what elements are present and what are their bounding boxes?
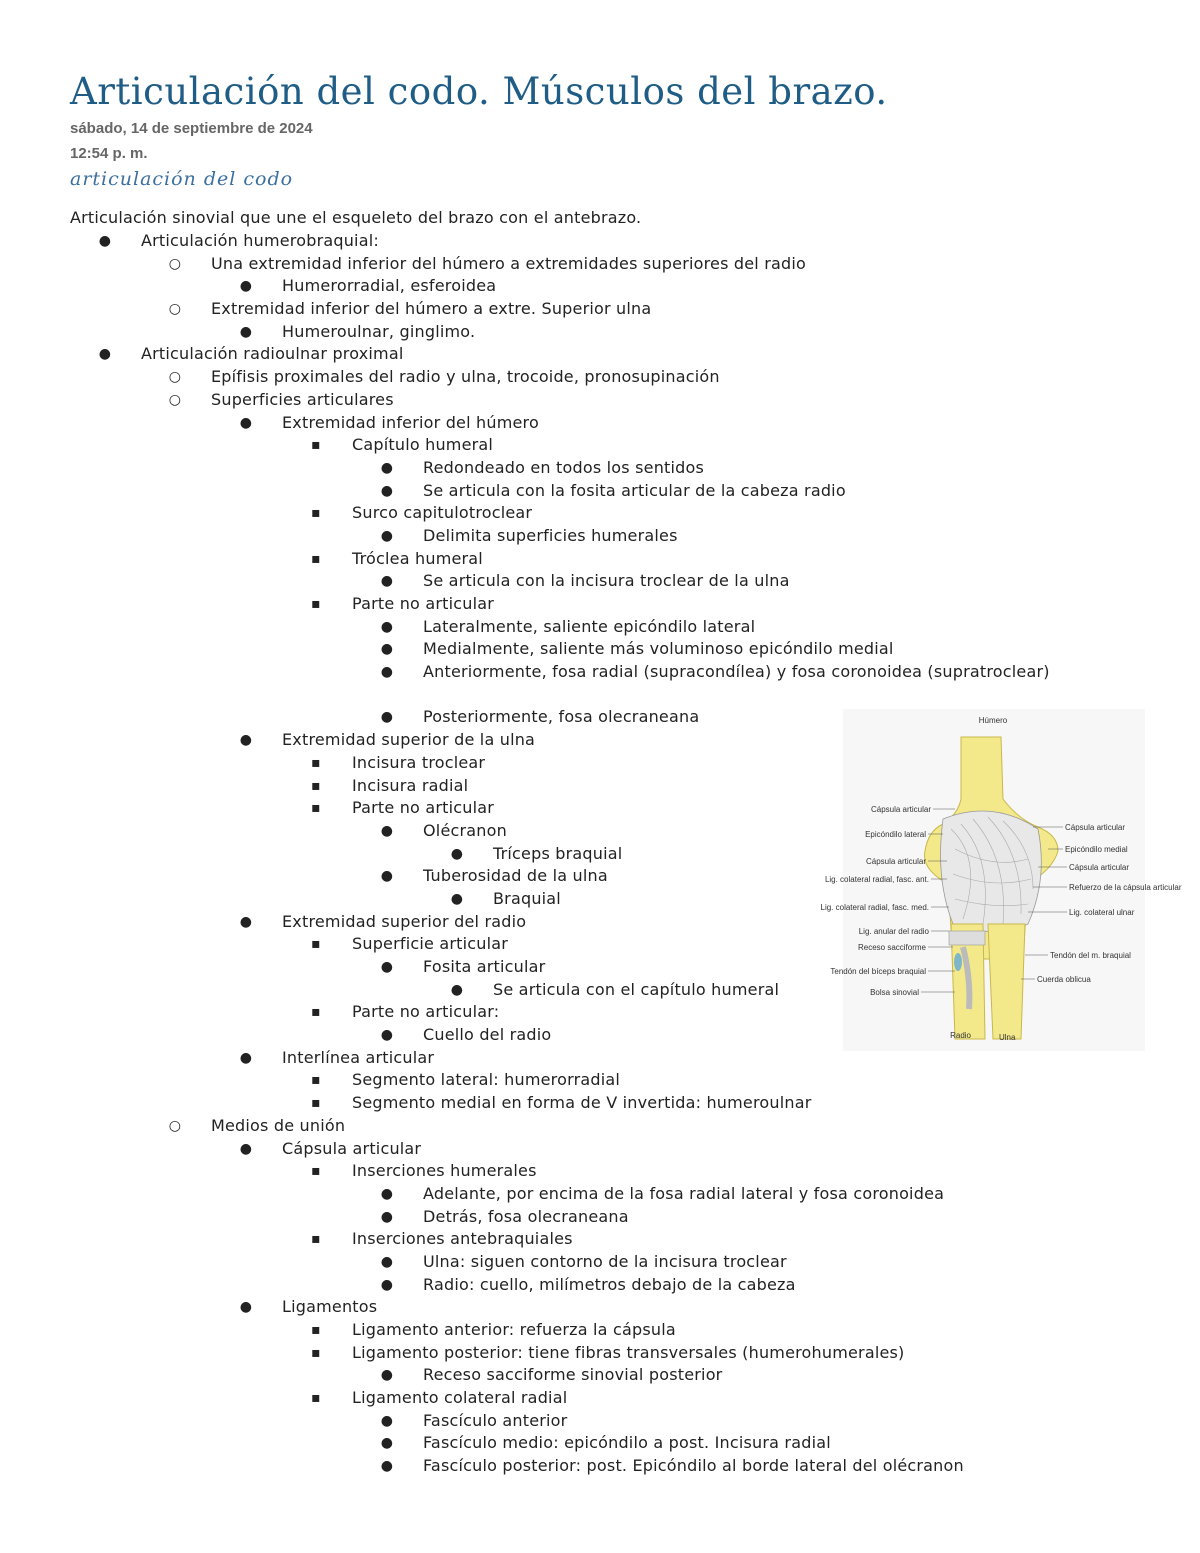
outline-item-text: Se articula con la incisura troclear de la ulna — [423, 571, 790, 591]
outline-item-text: Articulación humerobraquial: — [141, 231, 379, 250]
bullet-disc: ● — [239, 278, 253, 295]
bullet-disc: ● — [380, 1458, 394, 1475]
outline-item-text: Medialmente, saliente más voluminoso epicóndilo medial — [423, 639, 894, 659]
outline-item — [0, 1115, 1200, 1138]
figure-label-left-3: Cápsula articular — [865, 857, 926, 866]
outline-item — [0, 1432, 1200, 1455]
bullet-disc: ● — [380, 573, 394, 590]
outline-item-text: Segmento medial en forma de V invertida: humeroulnar — [352, 1093, 812, 1113]
bullet-square: ▪ — [311, 1004, 321, 1021]
outline-item-text: Radio: cuello, milímetros debajo de la cabeza — [423, 1274, 796, 1294]
outline-item — [0, 1387, 1200, 1410]
bullet-square: ▪ — [311, 800, 321, 817]
outline-item — [0, 230, 1200, 253]
outline-item-text: Incisura radial — [352, 775, 469, 795]
outline-item-text: Segmento lateral: humerorradial — [352, 1070, 621, 1090]
bullet-disc: ● — [239, 1049, 253, 1066]
outline-item-text: Superficies articulares — [211, 389, 394, 409]
outline-item — [0, 1138, 1200, 1161]
bullet-circle: ○ — [168, 391, 182, 408]
figure-label-right-1: Cápsula articular — [1065, 823, 1126, 832]
outline-item-text: Braquial — [493, 888, 561, 908]
outline-item-text: Interlínea articular — [282, 1047, 435, 1067]
bullet-disc: ● — [450, 890, 464, 907]
outline-item — [0, 1069, 1200, 1092]
outline-item — [0, 412, 1200, 435]
bullet-circle: ○ — [168, 369, 182, 386]
outline-item-text: Epífisis proximales del radio y ulna, trocoide, pronosupinación — [211, 367, 720, 387]
outline-item-text: Adelante, por encima de la fosa radial lateral y fosa coronoidea — [423, 1183, 945, 1203]
figure-label-right-3: Cápsula articular — [1069, 863, 1130, 872]
outline-item-text: Delimita superficies humerales — [423, 525, 678, 545]
bullet-disc: ● — [239, 323, 253, 340]
outline-item — [0, 298, 1200, 321]
bullet-circle: ○ — [168, 301, 182, 318]
bullet-disc: ● — [380, 822, 394, 839]
elbow-illustration — [820, 709, 1182, 1051]
figure-label-right-4: Refuerzo de la cápsula articular — [1069, 883, 1182, 892]
outline-item-text: Inserciones humerales — [352, 1161, 537, 1181]
outline-item-text: Cuello del radio — [423, 1025, 552, 1045]
bullet-disc: ● — [380, 641, 394, 658]
outline-item-text: Anteriormente, fosa radial (supracondílea) y fosa coronoidea (supratroclear) — [423, 662, 1050, 682]
outline-item-text: Ligamentos — [282, 1297, 378, 1317]
outline-item — [0, 1183, 1200, 1206]
outline-item-text: Ligamento colateral radial — [352, 1388, 568, 1408]
outline-item-text: Tríceps braquial — [493, 843, 623, 863]
outline-item-text: Olécranon — [423, 820, 507, 840]
bullet-square: ▪ — [311, 437, 321, 454]
bullet-square: ▪ — [311, 777, 321, 794]
figure-label-ulna: Ulna — [999, 1033, 1016, 1042]
outline-item — [0, 366, 1200, 389]
outline-item-text: Fascículo posterior: post. Epicóndilo al borde lateral del olécranon — [423, 1456, 964, 1476]
outline-item — [0, 1410, 1200, 1433]
figure-label-radio: Radio — [950, 1031, 971, 1040]
outline-item-text: Parte no articular — [352, 594, 494, 613]
figure-label-top: Húmero — [978, 716, 1008, 725]
outline-item — [0, 1342, 1200, 1365]
figure-label-left-6: Lig. anular del radio — [858, 927, 929, 936]
bullet-disc: ● — [380, 1435, 394, 1452]
outline-item — [0, 434, 1200, 457]
outline-item — [0, 661, 1200, 706]
bullet-square: ▪ — [311, 1231, 321, 1248]
outline-item — [0, 1092, 1200, 1115]
bullet-square: ▪ — [311, 1344, 321, 1361]
outline-item — [0, 321, 1200, 344]
bullet-disc: ● — [380, 1276, 394, 1293]
outline-item-text: Humeroulnar, ginglimo. — [282, 321, 476, 341]
outline-item — [0, 253, 1200, 276]
bullet-disc: ● — [239, 732, 253, 749]
outline-item-text: Una extremidad inferior del húmero a extremidades superiores del radio — [211, 253, 806, 273]
outline-item — [0, 343, 1200, 366]
outline-item-text: Receso sacciforme sinovial posterior — [423, 1365, 723, 1385]
outline-item-text: Articulación radioulnar proximal — [141, 344, 404, 364]
bullet-circle: ○ — [168, 1117, 182, 1134]
bullet-disc: ● — [380, 1253, 394, 1270]
figure-label-left-2: Epicóndilo lateral — [865, 830, 926, 839]
outline-item-text: Lateralmente, saliente epicóndilo lateral — [423, 616, 756, 636]
outline-item — [0, 548, 1200, 571]
bullet-disc: ● — [380, 1412, 394, 1429]
figure-label-left-8: Tendón del bíceps braquial — [830, 967, 926, 976]
figure-label-left-4: Lig. colateral radial, fasc. ant. — [824, 875, 929, 884]
bullet-disc: ● — [380, 618, 394, 635]
outline-item-text: Humerorradial, esferoidea — [282, 276, 497, 296]
outline-item-text: Se articula con la fosita articular de la cabeza radio — [423, 480, 846, 500]
page-title: Articulación del codo. Músculos del brazo. — [70, 70, 888, 113]
outline-item-text: Parte no articular — [352, 798, 494, 818]
bullet-disc: ● — [380, 527, 394, 544]
bullet-square: ▪ — [311, 1095, 321, 1112]
bullet-square: ▪ — [311, 1072, 321, 1089]
outline-item-text: Ulna: siguen contorno de la incisura troclear — [423, 1251, 787, 1271]
outline-item — [0, 502, 1200, 525]
bullet-disc: ● — [450, 981, 464, 998]
figure-label-right-7: Cuerda oblicua — [1037, 975, 1091, 984]
section-heading: articulación del codo — [70, 168, 294, 190]
outline-item — [0, 389, 1200, 412]
bullet-square: ▪ — [311, 1390, 321, 1407]
outline-item-text: Extremidad superior del radio — [282, 911, 527, 931]
bullet-disc: ● — [380, 959, 394, 976]
outline-item — [0, 638, 1200, 661]
outline-item-text: Tuberosidad de la ulna — [423, 866, 608, 886]
bullet-circle: ○ — [168, 255, 182, 272]
figure-label-left-9: Bolsa sinovial — [870, 988, 919, 997]
intro-paragraph: Articulación sinovial que une el esqueleto del brazo con el antebrazo. — [70, 208, 642, 227]
figure-label-left-7: Receso sacciforme — [857, 943, 926, 952]
bullet-square: ▪ — [311, 505, 321, 522]
outline-item-text: Surco capitulotroclear — [352, 503, 533, 523]
outline-item-text: Superficie articular — [352, 934, 508, 954]
outline-item-text: Ligamento anterior: refuerza la cápsula — [352, 1320, 676, 1340]
outline-item — [0, 1228, 1200, 1251]
outline-item — [0, 525, 1200, 548]
bullet-disc: ● — [380, 664, 394, 681]
outline-item — [0, 275, 1200, 298]
note-time: 12:54 p. m. — [70, 145, 148, 162]
bullet-square: ▪ — [311, 754, 321, 771]
bullet-disc: ● — [450, 845, 464, 862]
figure-label-left-1: Cápsula articular — [870, 805, 931, 814]
bullet-disc: ● — [380, 482, 394, 499]
outline-item — [0, 480, 1200, 503]
outline-item — [0, 1319, 1200, 1342]
outline-item — [0, 457, 1200, 480]
outline-item-text: Capítulo humeral — [352, 435, 494, 455]
outline-item — [0, 570, 1200, 593]
outline-item — [0, 1274, 1200, 1297]
note-date: sábado, 14 de septiembre de 2024 — [70, 120, 313, 137]
outline-item-text: Ligamento posterior: tiene fibras transversales (humerohumerales) — [352, 1342, 905, 1362]
bullet-disc: ● — [239, 1299, 253, 1316]
outline-item-text: Fascículo medio: epicóndilo a post. Incisura radial — [423, 1433, 831, 1453]
outline-item — [0, 593, 1200, 616]
bullet-square: ▪ — [311, 1163, 321, 1180]
outline-item-text: Extremidad inferior del húmero a extre. Superior ulna — [211, 299, 652, 319]
outline-item — [0, 1364, 1200, 1387]
elbow-anatomy-figure — [820, 709, 1182, 1051]
bullet-square: ▪ — [311, 1322, 321, 1339]
bullet-disc: ● — [98, 346, 112, 363]
outline-item — [0, 1455, 1200, 1478]
bullet-square: ▪ — [311, 596, 321, 612]
bullet-disc: ● — [380, 868, 394, 885]
figure-label-right-6: Tendón del m. braquial — [1050, 951, 1131, 960]
outline-item-text: Fosita articular — [423, 957, 546, 977]
bullet-disc: ● — [380, 1367, 394, 1384]
outline-item-text: Detrás, fosa olecraneana — [423, 1206, 629, 1226]
outline-item-text: Extremidad inferior del húmero — [282, 412, 539, 432]
outline-item-text: Tróclea humeral — [352, 548, 483, 568]
figure-label-left-5: Lig. colateral radial, fasc. med. — [820, 903, 929, 912]
outline-item — [0, 1251, 1200, 1274]
outline-item-text: Redondeado en todos los sentidos — [423, 457, 705, 477]
outline-item — [0, 1206, 1200, 1229]
figure-label-right-2: Epicóndilo medial — [1065, 845, 1128, 854]
figure-label-right-5: Lig. colateral ulnar — [1069, 908, 1135, 917]
bullet-disc: ● — [98, 233, 112, 249]
bullet-disc: ● — [239, 1140, 253, 1157]
bullet-disc: ● — [380, 1208, 394, 1225]
outline-item-text: Extremidad superior de la ulna — [282, 730, 536, 750]
bullet-disc: ● — [380, 459, 394, 476]
bullet-disc: ● — [239, 913, 253, 930]
outline-item-text: Medios de unión — [211, 1115, 346, 1135]
outline-item-text: Parte no articular: — [352, 1002, 500, 1022]
outline-item — [0, 616, 1200, 639]
bullet-disc: ● — [380, 709, 394, 726]
outline-item-text: Posteriormente, fosa olecraneana — [423, 707, 700, 727]
bullet-square: ▪ — [311, 936, 321, 953]
outline-item-text: Cápsula articular — [282, 1138, 422, 1158]
outline-item — [0, 1160, 1200, 1183]
bullet-disc: ● — [380, 1027, 394, 1044]
bullet-square: ▪ — [311, 550, 321, 567]
bullet-disc: ● — [380, 1185, 394, 1202]
bullet-disc: ● — [239, 414, 253, 431]
outline-item-text: Fascículo anterior — [423, 1410, 568, 1430]
outline-item-text: Incisura troclear — [352, 752, 486, 772]
outline-item — [0, 1296, 1200, 1319]
outline-item-text: Inserciones antebraquiales — [352, 1229, 573, 1249]
outline-item-text: Se articula con el capítulo humeral — [493, 979, 780, 999]
